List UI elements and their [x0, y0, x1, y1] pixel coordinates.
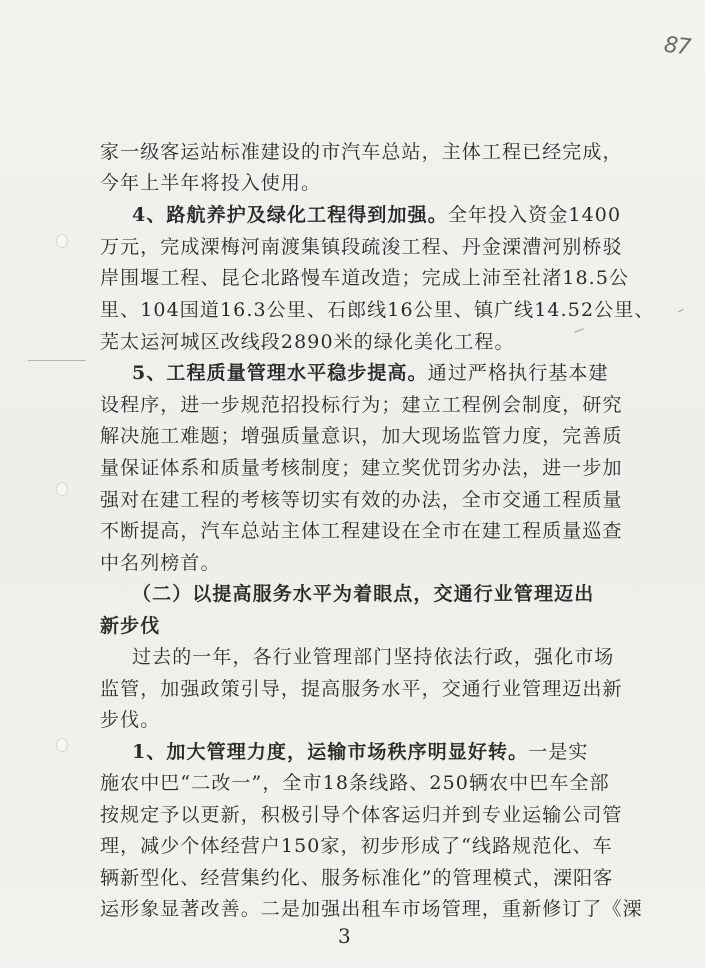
- punch-hole-bottom: [56, 738, 68, 752]
- text-line-23: 理，减少个体经营户150家，初步形成了“线路规范化、车: [100, 835, 613, 857]
- text-line-17: 过去的一年，各行业管理部门坚持依法行政，强化市场: [132, 646, 615, 668]
- handwritten-page-note: 87: [662, 32, 692, 61]
- text-line-15: [132, 580, 594, 608]
- text-line-2: 今年上半年将投入使用。: [100, 172, 322, 194]
- punch-hole-middle: [56, 482, 68, 496]
- text-line-12: 强对在建工程的考核等切实有效的办法，全市交通工程质量: [100, 489, 623, 511]
- text-line-20: 1、加大管理力度，运输市场秩序明显好转。一是实: [132, 741, 589, 763]
- text-line-21: 施农中巴“二改一”，全市18条线路、250辆农中巴车全部: [100, 772, 610, 794]
- punch-hole-top: [56, 234, 68, 248]
- text-line-24: 辆新型化、经营集约化、服务标准化”的管理模式，溧阳客: [100, 867, 614, 889]
- section-heading-service: （二）以提高服务水平为着眼点，交通行业管理迈出: [132, 583, 595, 605]
- text-line-10: 解决施工难题；增强质量意识，加大现场监管力度，完善质: [100, 425, 623, 447]
- text-line-13: 不断提高，汽车总站主体工程建设在全市在建工程质量巡查: [100, 520, 623, 542]
- text-line-16: 新步伐: [100, 615, 161, 637]
- text-line-9: 设程序，进一步规范招投标行为；建立工程例会制度，研究: [100, 394, 623, 416]
- text-line-8: 5、工程质量管理水平稳步提高。通过严格执行基本建: [132, 362, 609, 384]
- text-line-1: 家一级客运站标准建设的市汽车总站，主体工程已经完成，: [100, 141, 623, 163]
- text-line-6: 里、104国道16.3公里、石郎线16公里、镇广线14.52公里、: [100, 299, 655, 321]
- heading-road-maintenance: 4、路航养护及绿化工程得到加强。: [132, 204, 448, 226]
- text-line-18: 监管，加强政策引导，提高服务水平，交通行业管理迈出新: [100, 678, 623, 700]
- text-line-7: 芜太运河城区改线段2890米的绿化美化工程。: [100, 331, 515, 353]
- text-line-22: 按规定予以更新，积极引导个体客运归并到专业运输公司管: [100, 804, 623, 826]
- text-line-3: 4、路航养护及绿化工程得到加强。全年投入资金1400: [132, 204, 622, 226]
- text-line-14: 中名列榜首。: [100, 552, 221, 574]
- text-line-19: 步伐。: [100, 709, 161, 731]
- text-line-25: 运形象显著改善。二是加强出租车市场管理，重新修订了《溧: [100, 898, 643, 920]
- heading-market-order: 1、加大管理力度，运输市场秩序明显好转。: [132, 741, 529, 763]
- text-line-4: 万元，完成溧梅河南渡集镇段疏浚工程、丹金溧漕河别桥驳: [100, 236, 623, 258]
- heading-quality-management: 5、工程质量管理水平稳步提高。: [132, 362, 428, 384]
- scan-mark: [574, 328, 584, 332]
- text-line-11: 量保证体系和质量考核制度；建立奖优罚劣办法，进一步加: [100, 457, 623, 479]
- scan-mark: [678, 309, 684, 313]
- text-line-5: 岸围堰工程、昆仑北路慢车道改造；完成上沛至社渚18.5公: [100, 267, 630, 289]
- page-number: 3: [338, 924, 351, 948]
- scan-mark: [28, 360, 86, 361]
